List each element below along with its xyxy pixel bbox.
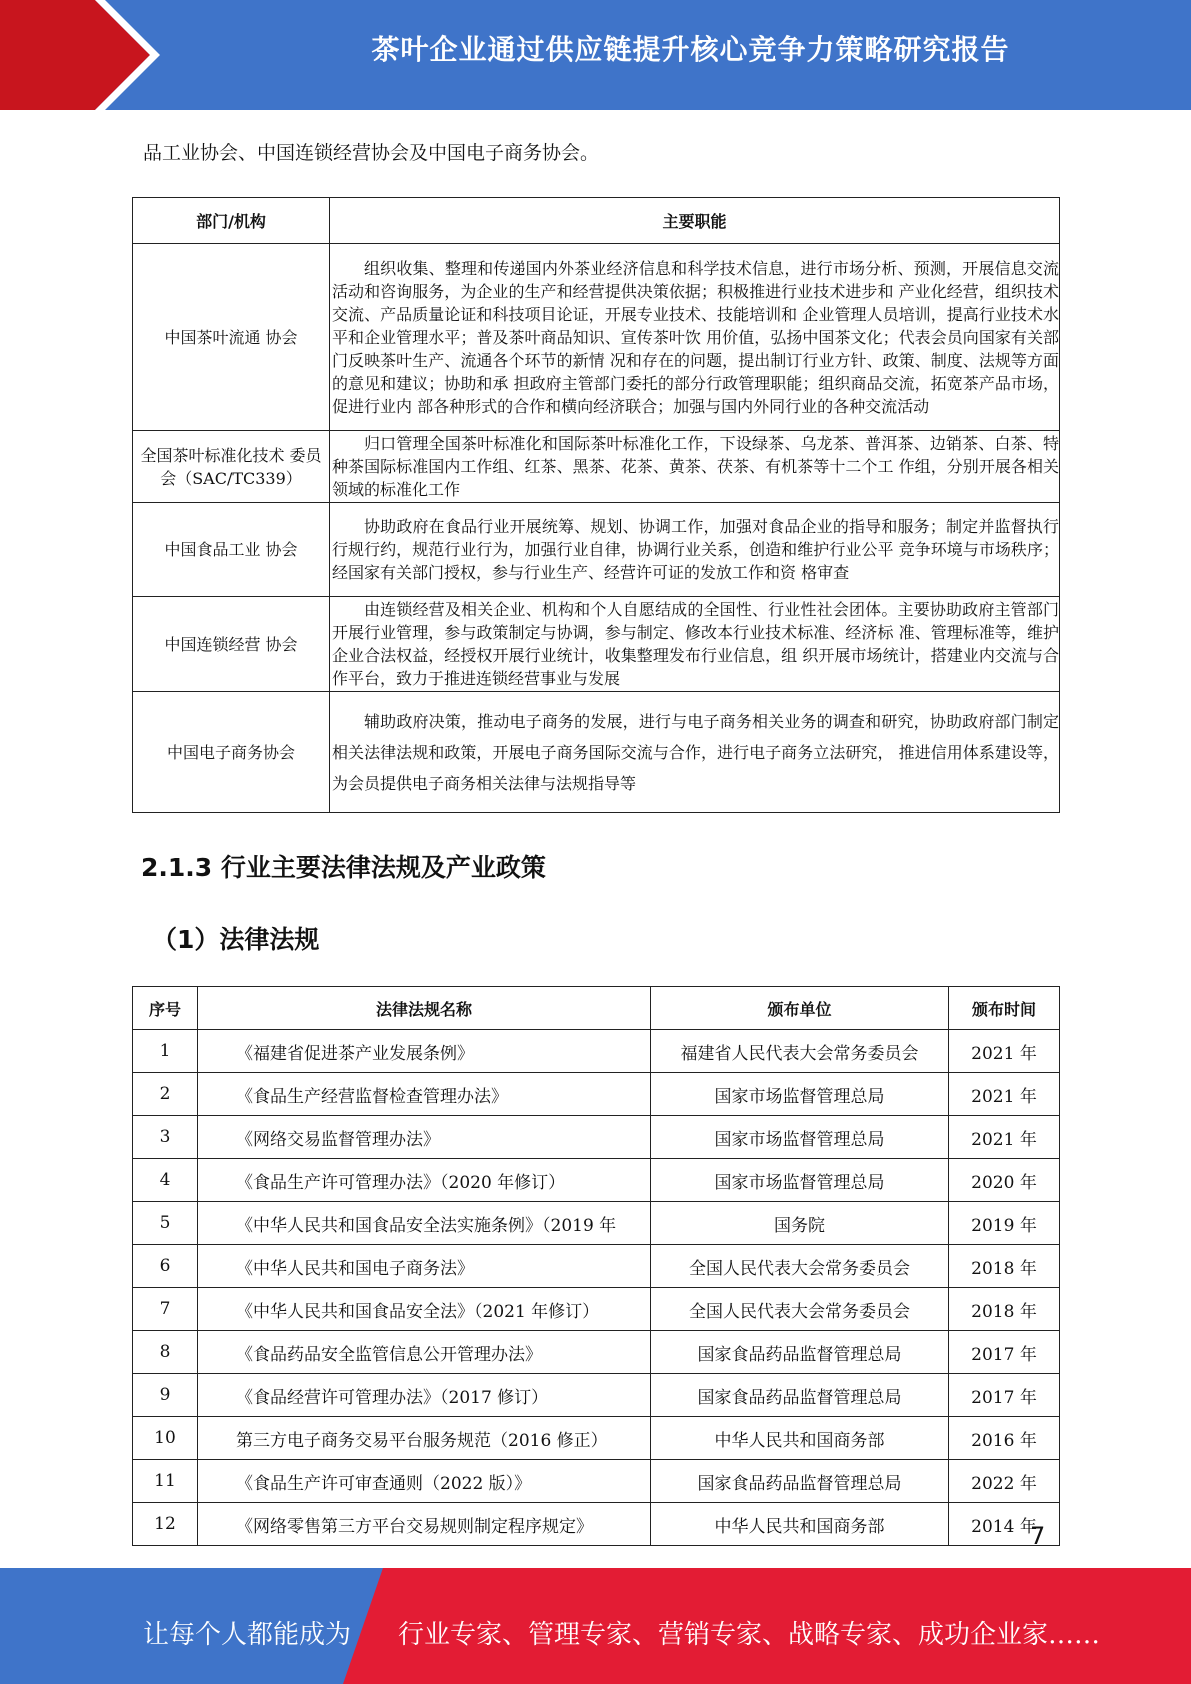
table-row: [133, 1417, 1060, 1460]
footer-slogan-left: 让每个人都能成为: [143, 1620, 352, 1650]
law-name: 《食品药品安全监管信息公开管理办法》: [198, 1331, 651, 1374]
org-name: 中国茶叶流通 协会: [133, 244, 330, 431]
issuer: 全国人民代表大会常务委员会: [651, 1288, 949, 1331]
table-row: [133, 1030, 1060, 1073]
row-number: 5: [133, 1202, 198, 1245]
law-name: 《网络交易监督管理办法》: [198, 1116, 651, 1159]
page-number: 7: [1030, 1522, 1046, 1550]
column-header-no: 序号: [133, 987, 198, 1030]
org-description: 组织收集、整理和传递国内外茶业经济信息和科学技术信息，进行市场分析、预测，开展信息交流活动和咨询服务，为企业的生产和经营提供决策依据；积极推进行业技术进步和 产业化经营，组织技术交流、产品质量论证和科技项目论证，开展专业技术、技能培训和 企业管理人员培训，提高行业技术水平和企业管理水平；普及茶叶商品知识、宣传茶叶饮 用价值，弘扬中国茶文化；代表会员向国家有关部门反映茶叶生产、流通各个环节的新情 况和存在的问题，提出制订行业方针、政策、制度、法规等方面的意见和建议；协助和承 担政府主管部门委托的部分行政管理职能；组织商品交流，拓宽茶产品市场，促进行业内 部各种形式的合作和横向经济联合；加强与国内外同行业的各种交流活动: [330, 244, 1060, 431]
lead-paragraph: 品工业协会、中国连锁经营协会及中国电子商务协会。: [143, 142, 600, 164]
issue-date: 2020 年: [949, 1159, 1060, 1202]
issuer: 中华人民共和国商务部: [651, 1417, 949, 1460]
issuer: 国家市场监督管理总局: [651, 1159, 949, 1202]
table-row: [133, 431, 1060, 503]
law-name: 《福建省促进茶产业发展条例》: [198, 1030, 651, 1073]
issue-date: 2018 年: [949, 1245, 1060, 1288]
table-row: [133, 1159, 1060, 1202]
row-number: 9: [133, 1374, 198, 1417]
table-row: [133, 1116, 1060, 1159]
table-header-row: [133, 198, 1060, 244]
issuer: 中华人民共和国商务部: [651, 1503, 949, 1546]
table-row: [133, 1288, 1060, 1331]
issuer: 国务院: [651, 1202, 949, 1245]
column-header-date: 颁布时间: [949, 987, 1060, 1030]
table-header-row: [133, 987, 1060, 1030]
row-number: 6: [133, 1245, 198, 1288]
issue-date: 2022 年: [949, 1460, 1060, 1503]
org-name: 中国食品工业 协会: [133, 503, 330, 597]
report-title: 茶叶企业通过供应链提升核心竞争力策略研究报告: [371, 33, 1010, 66]
row-number: 10: [133, 1417, 198, 1460]
org-name: 中国电子商务协会: [133, 692, 330, 813]
sub-heading: （1）法律法规: [152, 925, 320, 954]
issue-date: 2018 年: [949, 1288, 1060, 1331]
issue-date: 2021 年: [949, 1030, 1060, 1073]
law-name: 《食品生产许可审查通则（2022 版）》: [198, 1460, 651, 1503]
column-header-function: 主要职能: [330, 198, 1060, 244]
organizations-table: [132, 197, 1060, 813]
law-name: 《网络零售第三方平台交易规则制定程序规定》: [198, 1503, 651, 1546]
row-number: 3: [133, 1116, 198, 1159]
column-header-issuer: 颁布单位: [651, 987, 949, 1030]
law-name: 《中华人民共和国电子商务法》: [198, 1245, 651, 1288]
table-row: [133, 1073, 1060, 1116]
table-row: [133, 1331, 1060, 1374]
law-name: 《食品生产经营监督检查管理办法》: [198, 1073, 651, 1116]
law-name: 《食品生产许可管理办法》（2020 年修订）: [198, 1159, 651, 1202]
table-row: [133, 1374, 1060, 1417]
table-row: [133, 1503, 1060, 1546]
table-row: [133, 1460, 1060, 1503]
header-arrow-decoration: [0, 0, 200, 110]
issue-date: 2016 年: [949, 1417, 1060, 1460]
issuer: 国家食品药品监督管理总局: [651, 1331, 949, 1374]
issue-date: 2019 年: [949, 1202, 1060, 1245]
table-row: [133, 597, 1060, 692]
org-description: 辅助政府决策，推动电子商务的发展，进行与电子商务相关业务的调查和研究，协助政府部门制定相关法律法规和政策，开展电子商务国际交流与合作，进行电子商务立法研究， 推进信用体系建设等，为会员提供电子商务相关法律与法规指导等: [330, 692, 1060, 813]
header-banner: [0, 0, 1191, 110]
row-number: 8: [133, 1331, 198, 1374]
issue-date: 2021 年: [949, 1116, 1060, 1159]
law-name: 《食品经营许可管理办法》（2017 修订）: [198, 1374, 651, 1417]
row-number: 11: [133, 1460, 198, 1503]
table-row: [133, 692, 1060, 813]
section-heading: 2.1.3 行业主要法律法规及产业政策: [141, 853, 546, 882]
org-description: 由连锁经营及相关企业、机构和个人自愿结成的全国性、行业性社会团体。主要协助政府主管部门开展行业管理，参与政策制定与协调，参与制定、修改本行业技术标准、经济标 准、管理标准等，维护企业合法权益，经授权开展行业统计，收集整理发布行业信息，组 织开展市场统计，搭建业内交流与合作平台，致力于推进连锁经营事业与发展: [330, 597, 1060, 692]
table-row: [133, 1202, 1060, 1245]
row-number: 1: [133, 1030, 198, 1073]
table-row: [133, 1245, 1060, 1288]
org-name: 中国连锁经营 协会: [133, 597, 330, 692]
row-number: 12: [133, 1503, 198, 1546]
column-header-name: 法律法规名称: [198, 987, 651, 1030]
footer-slogan-right: 行业专家、管理专家、营销专家、战略专家、成功企业家……: [398, 1620, 1101, 1650]
column-header-org: 部门/机构: [133, 198, 330, 244]
row-number: 2: [133, 1073, 198, 1116]
issue-date: 2014 年: [949, 1503, 1060, 1546]
law-name: 第三方电子商务交易平台服务规范（2016 修正）: [198, 1417, 651, 1460]
row-number: 4: [133, 1159, 198, 1202]
issuer: 国家市场监督管理总局: [651, 1073, 949, 1116]
issuer: 国家市场监督管理总局: [651, 1116, 949, 1159]
issuer: 国家食品药品监督管理总局: [651, 1460, 949, 1503]
laws-table: [132, 986, 1060, 1546]
issuer: 全国人民代表大会常务委员会: [651, 1245, 949, 1288]
issue-date: 2021 年: [949, 1073, 1060, 1116]
issuer: 国家食品药品监督管理总局: [651, 1374, 949, 1417]
issue-date: 2017 年: [949, 1331, 1060, 1374]
law-name: 《中华人民共和国食品安全法》（2021 年修订）: [198, 1288, 651, 1331]
table-row: [133, 503, 1060, 597]
org-name: 全国茶叶标准化技术 委员会（SAC/TC339）: [133, 431, 330, 503]
issue-date: 2017 年: [949, 1374, 1060, 1417]
table-row: [133, 244, 1060, 431]
row-number: 7: [133, 1288, 198, 1331]
issuer: 福建省人民代表大会常务委员会: [651, 1030, 949, 1073]
org-description: 协助政府在食品行业开展统筹、规划、协调工作，加强对食品企业的指导和服务；制定并监督执行行规行约，规范行业行为，加强行业自律，协调行业关系，创造和维护行业公平 竞争环境与市场秩序；经国家有关部门授权，参与行业生产、经营许可证的发放工作和资 格审查: [330, 503, 1060, 597]
law-name: 《中华人民共和国食品安全法实施条例》（2019 年: [198, 1202, 651, 1245]
org-description: 归口管理全国茶叶标准化和国际茶叶标准化工作，下设绿茶、乌龙茶、普洱茶、边销茶、白茶、特种茶国际标准国内工作组、红茶、黑茶、花茶、黄茶、茯茶、有机茶等十二个工 作组，分别开展各相关领域的标准化工作: [330, 431, 1060, 503]
